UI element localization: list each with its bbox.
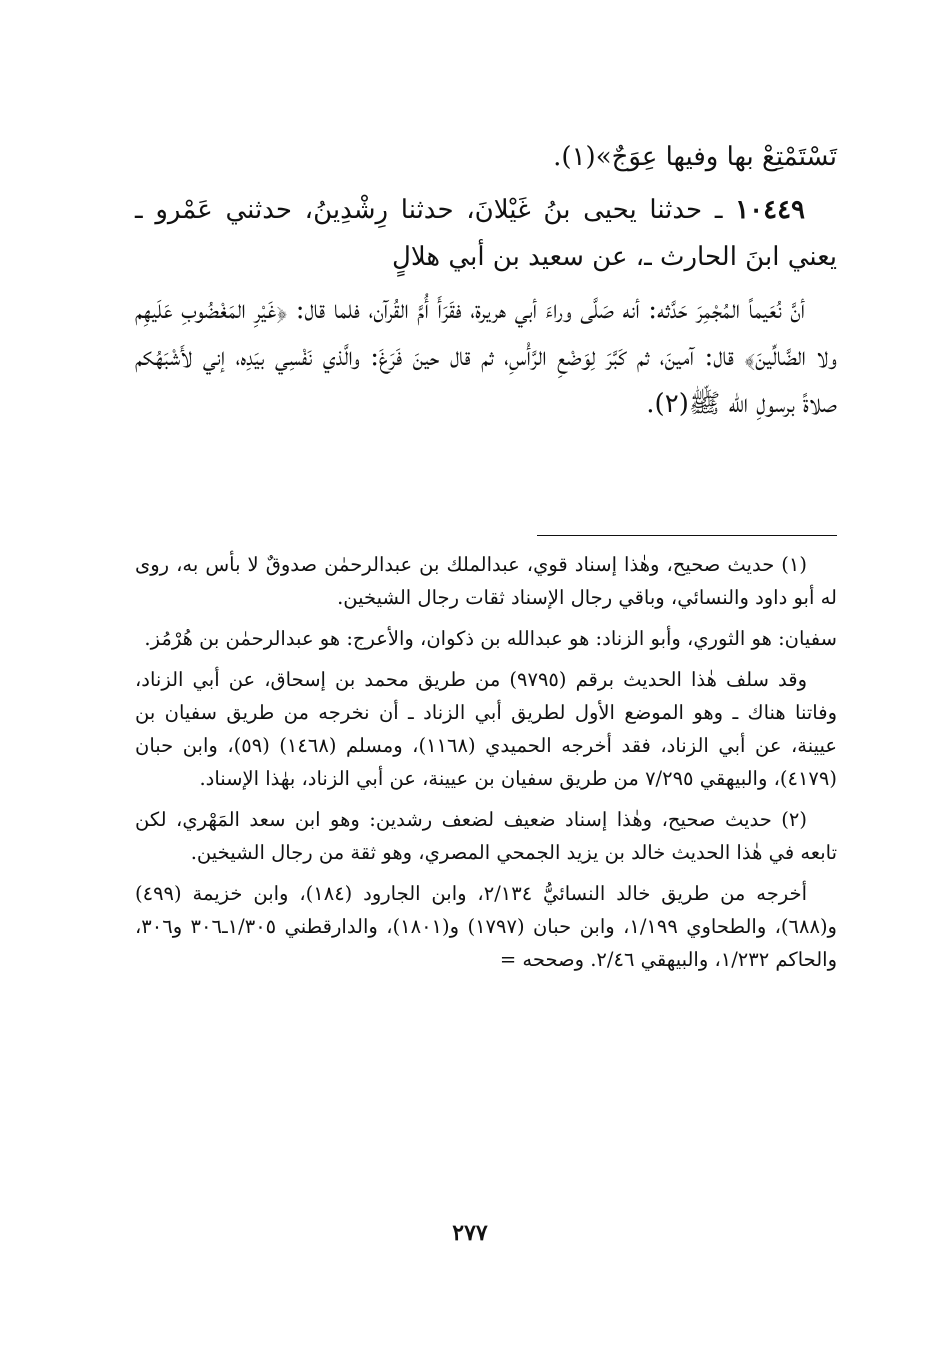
hadith-body: أنَّ نُعَيماً المُجْمِرَ حَدَّثه: أنه صَلَّى وراءَ أبي هريرة، فقَرَأَ أُمَّ القُرآن، فلما قال: ﴿غَيْرِ المَغْضُوبِ عَلَيهِم ولا الضَّالِّينَ﴾ قال: آمينَ، ثم كَبَّرَ لِوَضْعِ الرَّأْسِ، ثم قال حينَ فَرَغَ: والَّذي نَفْسِي بيَدِه، إني لأَشْبَهُكم صلاةً برسولِ الله ﷺ(٢).	[135, 295, 837, 419]
hadith-chain-text: ـ حدثنا يحيى بنُ غَيْلانَ، حدثنا رِشْدِينُ، حدثني عَمْرو ـ يعني ابنَ الحارث ـ، عن سعيد بن أبي هلالٍ	[135, 195, 837, 272]
footnote-1: (١) حديث صحيح، وهٰذا إسناد قوي، عبدالملك بن عبدالرحمٰن صدوقٌ لا بأس به، روى له أبو داود والنسائي، وباقي رجال الإسناد ثقات رجال الشيخين.	[135, 553, 837, 609]
footnotes	[135, 548, 837, 984]
continuation-text: تَسْتَمْتِعْ بها وفيها عِوَجٌ»(١).	[553, 142, 837, 172]
page-number: ٢٧٧	[452, 1220, 488, 1246]
footnote-divider	[537, 535, 837, 536]
hadith-chain	[135, 187, 837, 281]
footnote-2-takhrij: أخرجه من طريق خالد النسائيُّ ٢/١٣٤، وابن الجارود (١٨٤)، وابن خزيمة (٤٩٩) و(٦٨٨)، والطحاوي ١/١٩٩، وابن حبان (١٧٩٧) و(١٨٠١)، والدارقطني ١/٣٠٥ـ٣٠٦ و٣٠٦، والحاكم ١/٢٣٢، والبيهقي ٢/٤٦. وصححه =	[135, 882, 837, 971]
hadith-number: ١٠٤٤٩	[735, 195, 805, 225]
footnote-1-takhrij: وقد سلف هٰذا الحديث برقم (٩٧٩٥) من طريق محمد بن إسحاق، عن أبي الزناد، وفاتنا هناك ـ وهو الموضع الأول لطريق أبي الزناد ـ أن نخرجه من طريق سفيان بن عيينة، عن أبي الزناد، فقد أخرجه الحميدي (١١٦٨)، ومسلم (١٤٦٨) (٥٩)، وابن حبان (٤١٧٩)، والبيهقي ٧/٢٩٥ من طريق سفيان بن عيينة، عن أبي الزناد، بهٰذا الإسناد.	[135, 668, 837, 790]
footnote-2: (٢) حديث صحيح، وهٰذا إسناد ضعيف لضعف رشدين: وهو ابن سعد المَهْري، لكن تابعه في هٰذا الحديث خالد بن يزيد الجمحي المصري، وهو ثقة من رجال الشيخين.	[135, 808, 837, 864]
footnote-1-narrators: سفيان: هو الثوري، وأبو الزناد: هو عبدالله بن ذكوان، والأعرج: هو عبدالرحمٰن بن هُرْمُز.	[144, 627, 837, 650]
main-text	[135, 134, 837, 434]
